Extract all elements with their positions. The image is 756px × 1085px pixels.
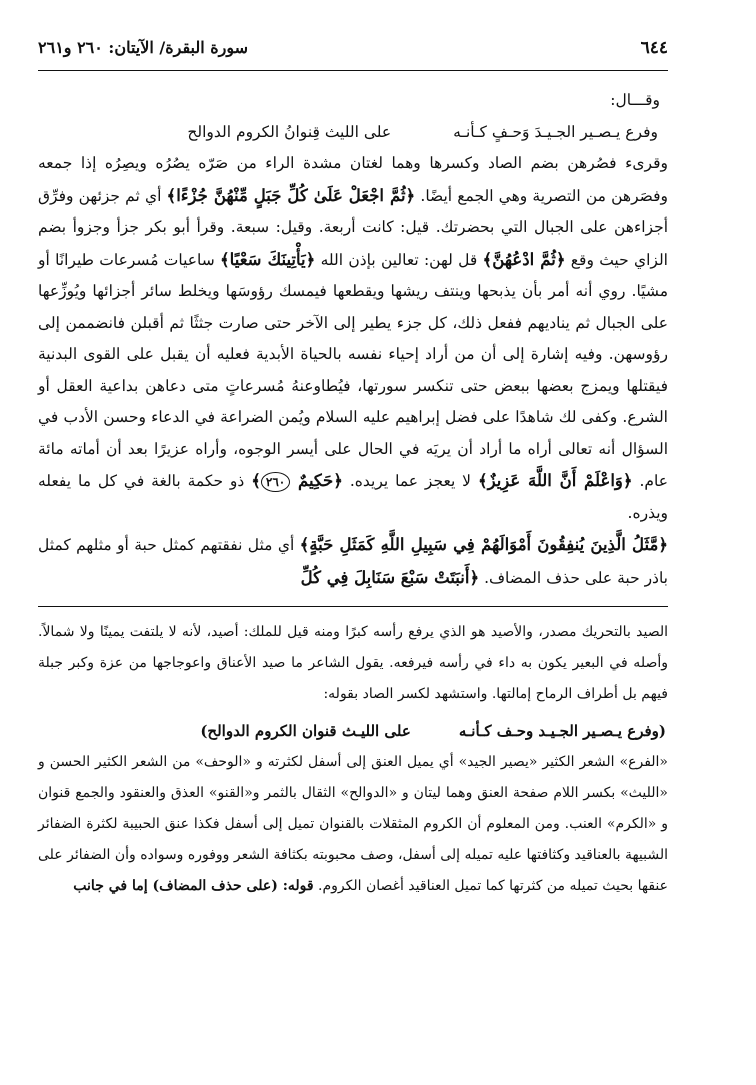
quran-quote-text: ﴿حَكِيمٌ — [297, 471, 343, 490]
commentary-paragraph — [38, 148, 668, 529]
page-header — [38, 32, 668, 71]
page-number: ٦٤٤ — [640, 38, 668, 58]
text-segment: ذو حكمة بالغة في كل ما يفعله ويذره. — [38, 472, 668, 522]
text-segment: أي مثل نفقتهم كمثل حبة أو مثلهم كمثل باذر حبة على حذف المضاف. — [38, 536, 668, 587]
footnote-section — [38, 617, 668, 902]
main-text — [38, 85, 668, 594]
quran-quote: ﴿ثُمَّ ادْعُهُنَّ﴾ — [482, 249, 566, 269]
quran-quote: ﴿ثُمَّ اجْعَلْ عَلَىٰ كُلِّ جَبَلٍ مِّنْهُنَّ جُزْءًا﴾ — [166, 185, 416, 205]
footnote-verse-first: (وفرع يـصـير الجـيـد وحـف كـأنـه — [458, 722, 666, 740]
footnote-paragraph — [38, 747, 668, 902]
quote-intro: وقـــال: — [610, 91, 660, 109]
text-segment: وقرىء فصُرهن بضم الصاد وكسرها وهما لغتان مشدة الراء من صَرّه يصُرُه ويصِرُه إذا جمعه وفصَرهن من التصرية وهي الجمع أيضًا. — [38, 154, 668, 205]
text-segment: أي ثم جزئهن وفرِّق أجزاءهن على الجبال التي بحضرتك. قيل: كانت أربعة. وقيل: سبعة. وقرأ أبو بكر جزأ وجزوأ بضم الزاي حيث وقع — [38, 186, 668, 269]
book-page — [38, 32, 668, 1072]
footnote-divider — [38, 606, 668, 607]
verse-first-hemistich: وفرع يـصـير الجـيـدَ وَحـفٍ كـأنـه — [453, 122, 658, 141]
text-segment: ساعيات مُسرعات طيرانًا أو مشيًا. روي أنه أمر بأن يذبحها وينتف ريشها ويقطعها فيمسك رؤوسَها ويخلط سائر أجزائها ويُوزِّعها على الجبال ثم يناديهم ففعل ذلك، كل جزء يطير إلى الآخر حتى صارت جثثًا ثم أقبلن فانضممن إلى رؤوسهن. وفيه إشارة إلى أن من أراد إحياء نفسه بالحياة الأبدية فعليه أن يقبل على القوى البدنية فيقتلها ويمزج بعضها ببعض حتى تنكسر سورتها، فيُطاوعنهُ مُسرعاتٍ متى دعاهن بداعية العقل أو الشرع. وكفى لك شاهدًا على فضل إبراهيم عليه السلام ويُمن الضراعة في الدعاء وحسن الأدب في السؤال أنه تعالى أراه ما أراد أن يريَه في الحال على أيسر الوجوه، وأراه عزيرًا بعد أن أماته مائة عام. — [38, 250, 668, 490]
quran-quote: ﴿يَأْتِينَكَ سَعْيًا﴾ — [220, 249, 316, 269]
quran-bracket: ﴾ — [251, 471, 261, 490]
quran-quote: ﴿وَاعْلَمْ أَنَّ اللَّهَ عَزِيزٌ﴾ — [477, 471, 633, 490]
text-segment: لا يعجز عما يريده. — [349, 472, 472, 490]
text-segment: قل لهن: تعالين بإذن الله — [320, 250, 478, 269]
ayah-number-marker: ٢٦٠ — [261, 472, 290, 492]
footnote-bold-phrase: قوله: (على حذف المضاف) إما في جانب — [73, 878, 314, 894]
quran-quote: ﴿أَنبَتَتْ سَبْعَ سَنَابِلَ فِي كُلِّ — [300, 567, 480, 587]
verse-second-hemistich: على الليث قِنوانُ الكروم الدوالح — [187, 122, 392, 141]
text-segment: «الفرع» الشعر الكثير «يصير الجيد» أي يميل العنق إلى أسفل لكثرته و «الوحف» من الشعر الكثير الحسن و «الليث» بكسر اللام صفحة العنق وهما ليتان و «الدوالح» الثقال بالثمر و«القنو» العذق والعنقود والجمع قنوان و «الكرم» العنب. ومن المعلوم أن الكروم المثقلات بالقنوان تميل إلى أسفل فكذا عنق الحبيبة لكثرة الضفائر الشبيهة بالعناقيد وكثافتها عليه تميله إلى أسفل، وصف محبوبته بكثافة الشعر ووفوره وسواده وأن الضفائر على عنقها بحيث تميله من كثرتها كما تميل العناقيد أغصان الكروم. — [38, 754, 668, 894]
footnote-verse-heading — [38, 716, 668, 747]
quran-quote: ﴿مَّثَلُ الَّذِينَ يُنفِقُونَ أَمْوَالَهُمْ فِي سَبِيلِ اللَّهِ كَمَثَلِ حَبَّةٍ﴾ — [299, 535, 668, 554]
footnote-verse-second: على الليـث قنوان الكروم الدوالح) — [200, 722, 411, 740]
quran-quote — [251, 471, 343, 490]
footnote-paragraph: الصيد بالتحريك مصدر، والأصيد هو الذي يرفع رأسه كبرًا ومنه قيل للملك: أصيد، لأنه لا يلتفت يمينًا ولا شمالاً. وأصله في البعير يكون به داء في رأسه فيرفعه. يقول الشاعر ما صيد الأعناق واعوجاجها من عزة وكبر جبلة فيهم بل أطراف الرماح إمالتها. واستشهد لكسر الصاد بقوله: — [38, 624, 668, 702]
commentary-paragraph — [38, 529, 668, 594]
running-title: سورة البقرة/ الآيتان: ٢٦٠ و٢٦١ — [38, 38, 249, 57]
poetry-verse — [38, 117, 668, 149]
